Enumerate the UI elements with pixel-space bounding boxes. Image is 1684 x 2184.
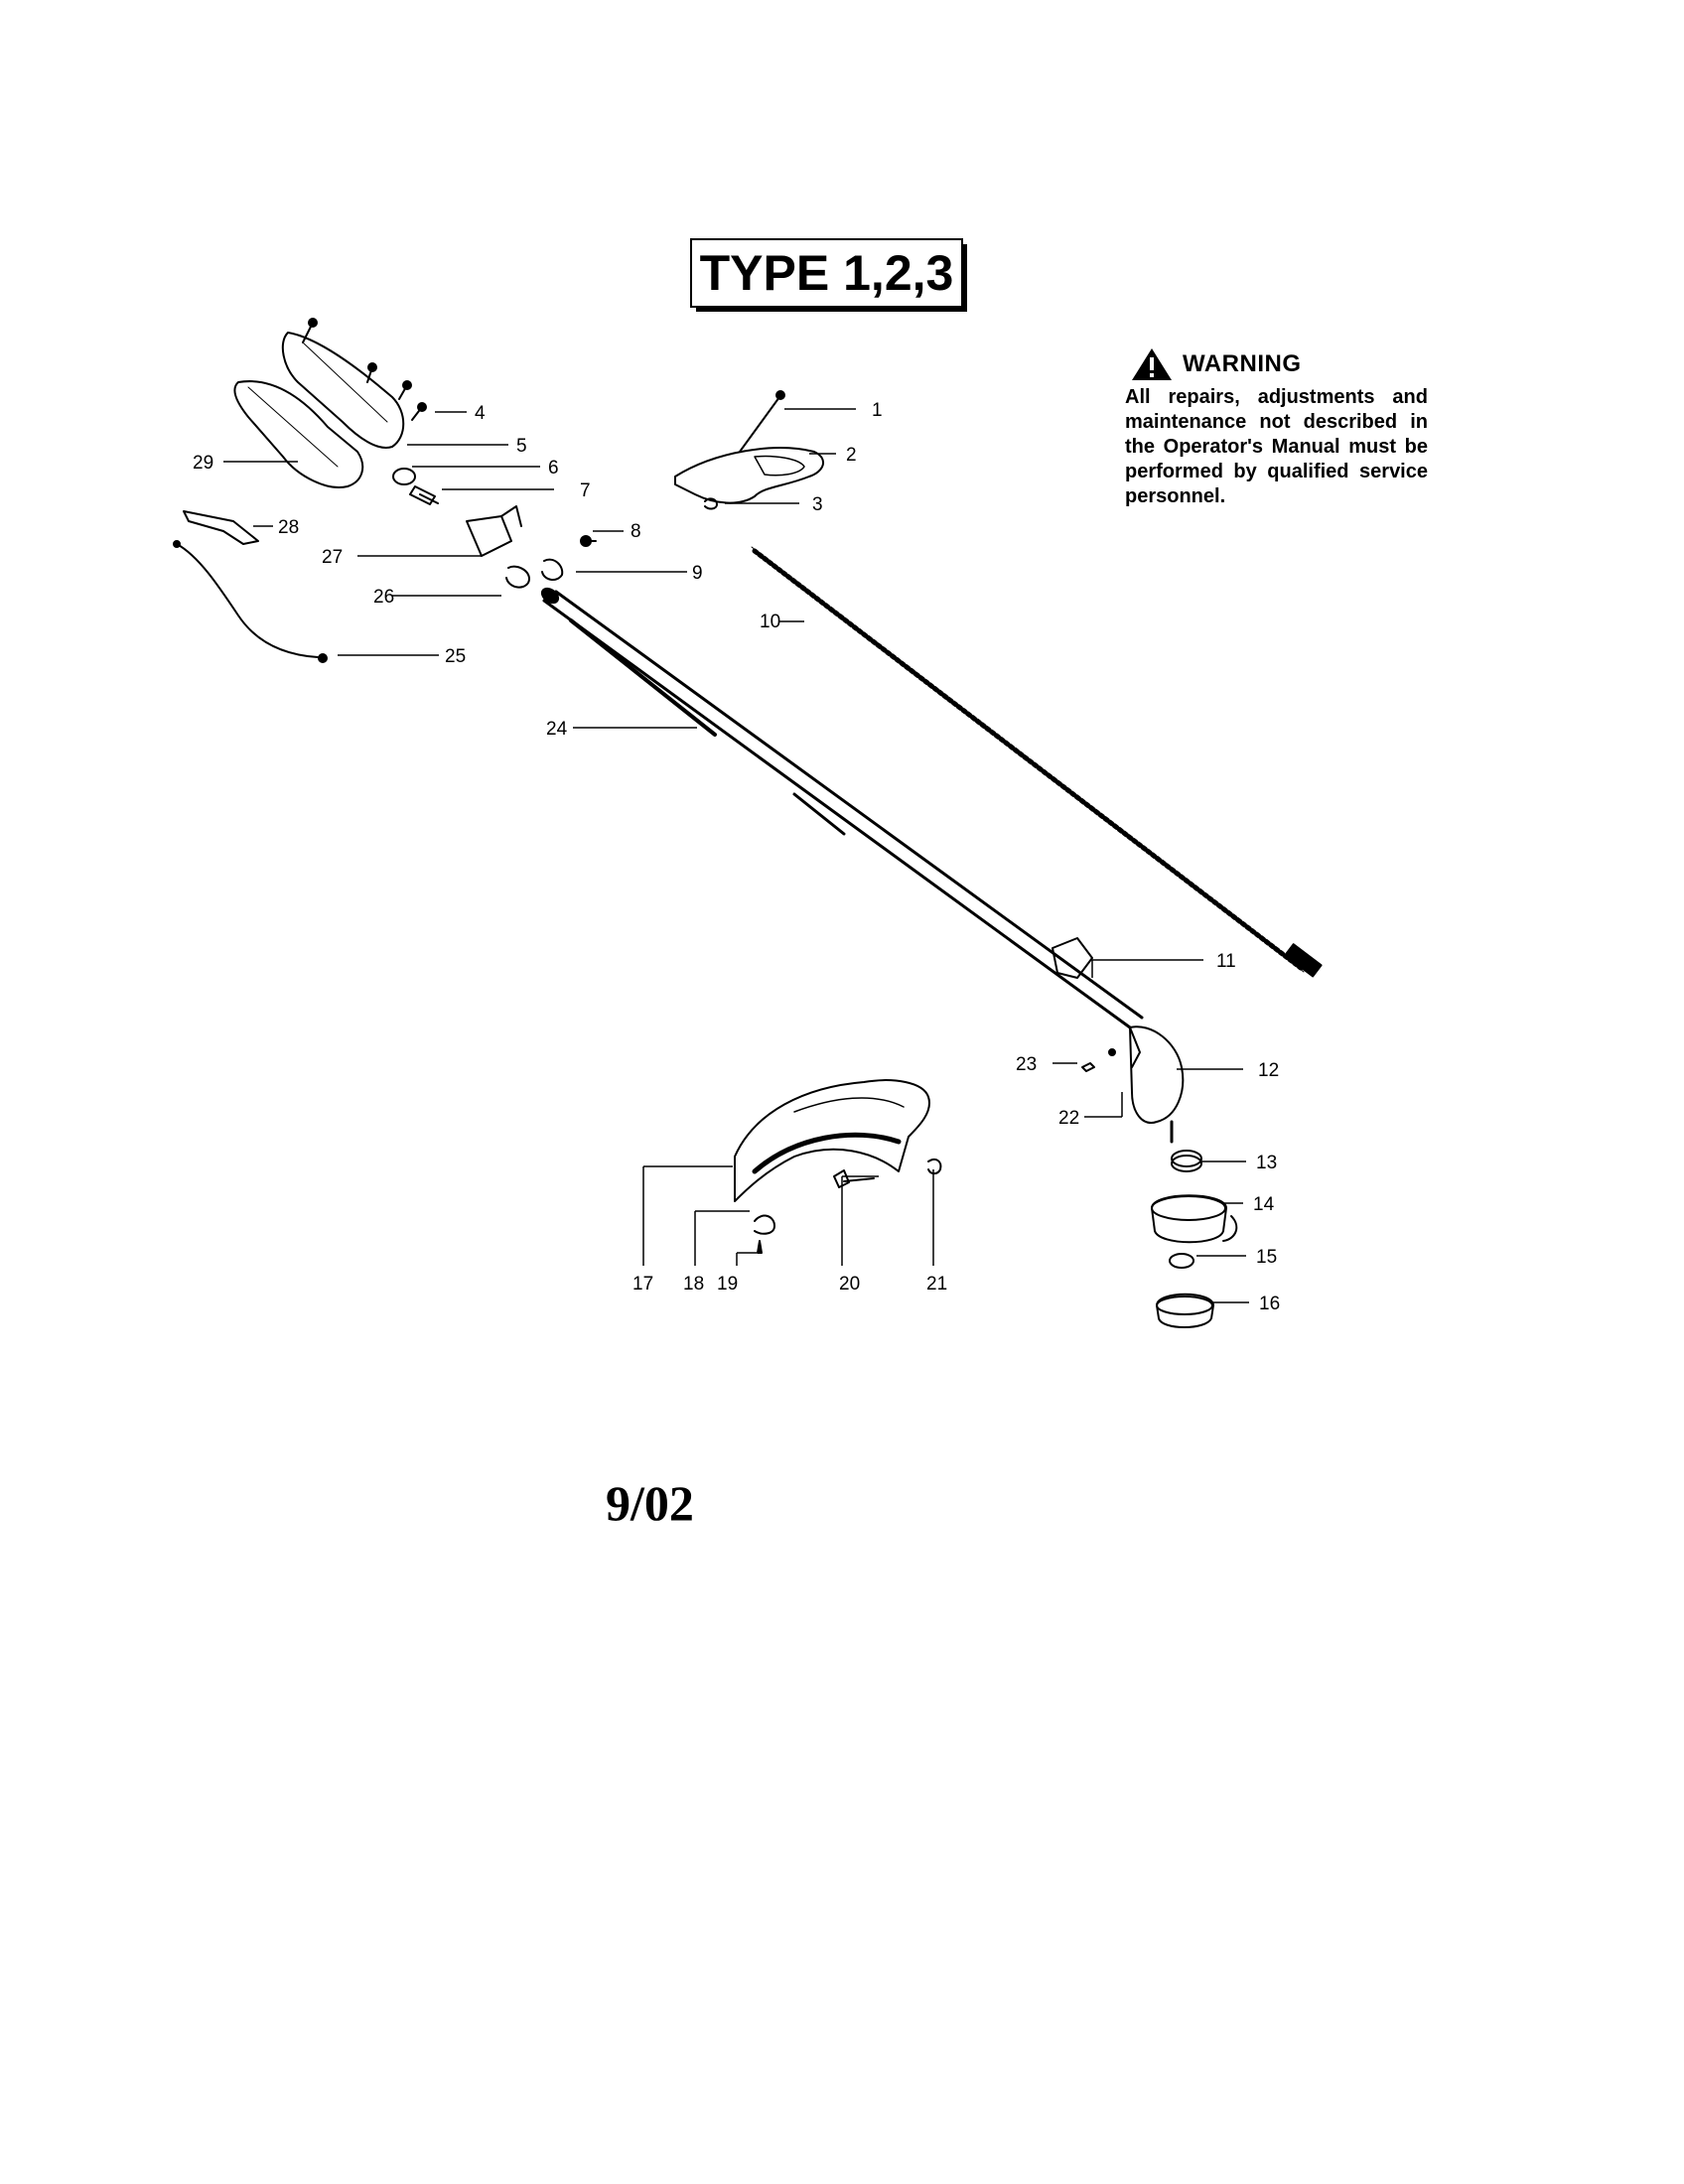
part-callout-4: 4	[475, 403, 486, 424]
part-callout-1: 1	[872, 400, 883, 421]
part-callout-6: 6	[548, 458, 559, 478]
part-callout-24: 24	[546, 719, 568, 740]
part-callout-28: 28	[278, 517, 300, 538]
part-callout-9: 9	[692, 563, 703, 584]
part-callout-27: 27	[322, 547, 344, 568]
part-callout-21: 21	[926, 1274, 948, 1295]
trimmer-head	[1152, 1151, 1236, 1327]
part-callout-3: 3	[812, 494, 823, 515]
part-callout-2: 2	[846, 445, 857, 466]
part-callout-22: 22	[1058, 1108, 1080, 1129]
part-callout-19: 19	[717, 1274, 739, 1295]
part-callout-7: 7	[580, 480, 591, 501]
revision-date: 9/02	[606, 1475, 694, 1531]
throttle-lever-cable	[174, 511, 327, 662]
throttle-parts	[393, 469, 596, 588]
part-callout-25: 25	[445, 646, 467, 667]
part-callout-10: 10	[760, 612, 781, 632]
part-callout-18: 18	[683, 1274, 705, 1295]
part-callout-12: 12	[1258, 1060, 1280, 1081]
warning-heading: WARNING	[1183, 350, 1302, 377]
part-callout-11: 11	[1216, 951, 1236, 972]
part-callout-8: 8	[631, 521, 641, 542]
warning-text: All repairs, adjustments and maintenance not described in the Operator's Manual must be performed by qualified service personnel.	[1125, 386, 1428, 507]
part-callout-23: 23	[1016, 1054, 1038, 1075]
part-callout-20: 20	[839, 1274, 861, 1295]
part-callout-13: 13	[1256, 1153, 1278, 1173]
part-callout-15: 15	[1256, 1247, 1278, 1268]
part-callout-26: 26	[373, 587, 395, 608]
part-callout-16: 16	[1259, 1294, 1281, 1314]
part-callout-29: 29	[193, 453, 214, 474]
flex-drive-shaft	[752, 547, 1322, 976]
diagram-title: TYPE 1,2,3	[699, 245, 954, 301]
part-callout-5: 5	[516, 436, 527, 457]
part-callout-14: 14	[1253, 1194, 1275, 1215]
shaft-tube	[539, 586, 1142, 1027]
part-callout-17: 17	[632, 1274, 654, 1295]
grass-guard	[735, 1080, 940, 1253]
